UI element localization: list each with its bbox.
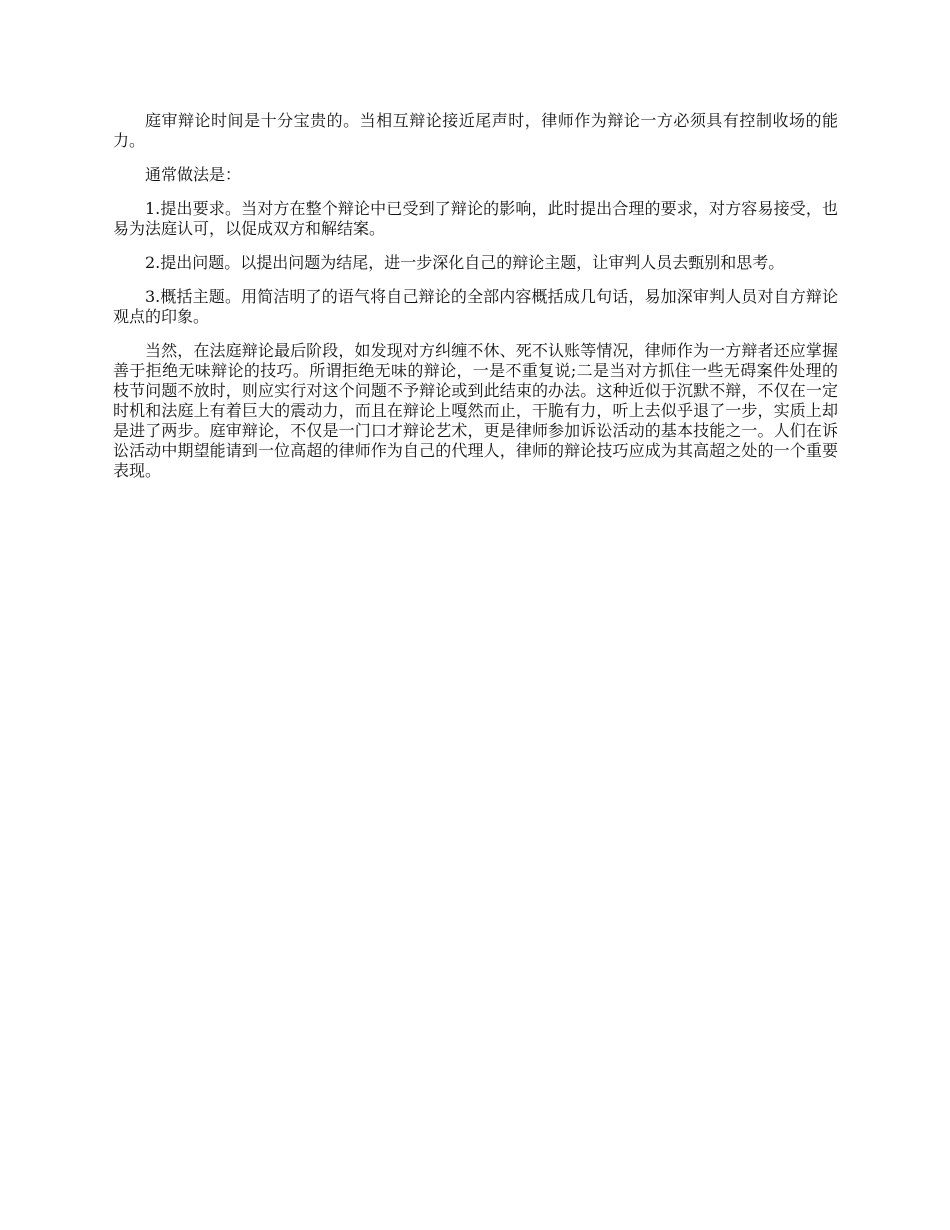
document-body: [113, 111, 838, 495]
paragraph-method-2: 2.提出问题。以提出问题为结尾，进一步深化自己的辩论主题，让审判人员去甄别和思考。: [145, 253, 785, 272]
paragraph-method-1: 1.提出要求。当对方在整个辩论中已受到了辩论的影响，此时提出合理的要求，对方容易接受，也易为法庭认可，以促成双方和解结案。: [113, 199, 838, 238]
paragraph-intro: 庭审辩论时间是十分宝贵的。当相互辩论接近尾声时，律师作为辩论一方必须具有控制收场的能力。: [113, 111, 838, 150]
paragraph-common-methods: 通常做法是：: [145, 165, 242, 184]
paragraph-conclusion: 当然，在法庭辩论最后阶段，如发现对方纠缠不休、死不认账等情况，律师作为一方辩者还应掌握善于拒绝无味辩论的技巧。所谓拒绝无味的辩论，一是不重复说;二是当对方抓住一些无碍案件处理的枝节问题不放时，则应实行对这个问题不予辩论或到此结束的办法。这种近似于沉默不辩，不仅在一定时机和法庭上有着巨大的震动力，而且在辩论上嘎然而止，干脆有力，听上去似乎退了一步，实质上却是进了两步。庭审辩论，不仅是一门口才辩论艺术，更是律师参加诉讼活动的基本技能之一。人们在诉讼活动中期望能请到一位高超的律师作为自己的代理人，律师的辩论技巧应成为其高超之处的一个重要表现。: [113, 341, 838, 480]
paragraph-method-3: 3.概括主题。用简洁明了的语气将自己辩论的全部内容概括成几句话，易加深审判人员对自方辩论观点的印象。: [113, 287, 838, 326]
